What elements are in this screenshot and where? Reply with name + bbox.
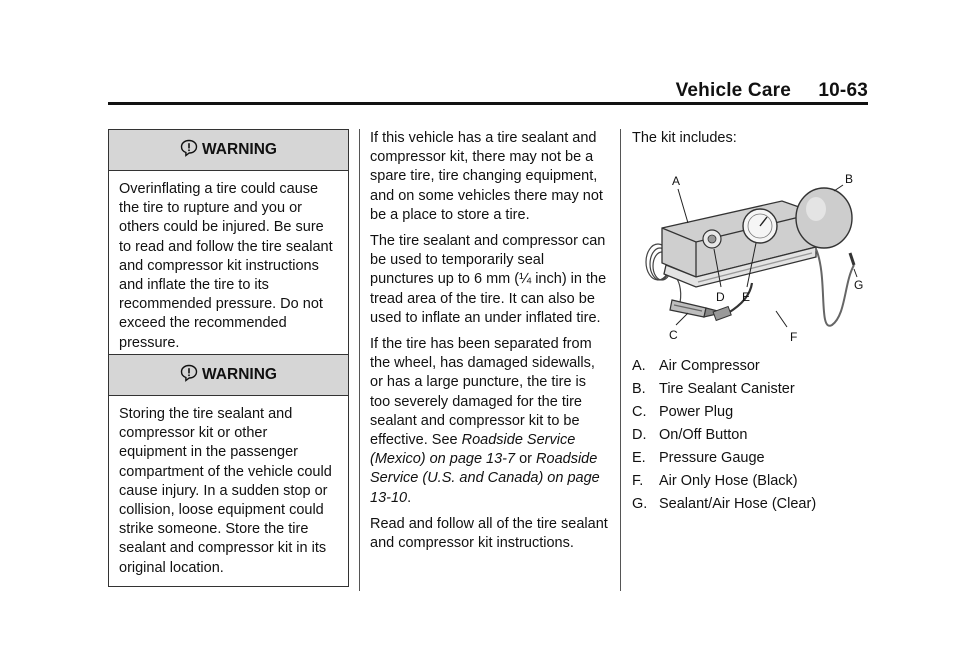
list-item: E. Pressure Gauge bbox=[632, 450, 765, 466]
header-rule bbox=[108, 102, 868, 105]
list-item: B. Tire Sealant Canister bbox=[632, 381, 795, 397]
compressor-kit-illustration bbox=[632, 165, 872, 345]
sealant-canister bbox=[796, 188, 852, 248]
warning-box-storage bbox=[108, 354, 349, 587]
power-plug bbox=[670, 300, 718, 317]
kit-intro: The kit includes: bbox=[632, 130, 737, 146]
figure-label-b: B bbox=[845, 172, 854, 186]
cross-reference-link[interactable]: Roadside Service (U.S. and Canada) on page 13-10 bbox=[370, 451, 600, 506]
cross-reference-link[interactable]: Roadside Service (Mexico) on page 13-7 bbox=[370, 432, 576, 468]
list-item: F. Air Only Hose (Black) bbox=[632, 473, 798, 489]
sealant-air-hose bbox=[816, 249, 854, 326]
warning-header bbox=[109, 355, 348, 396]
figure-label-e: E bbox=[742, 290, 751, 304]
figure-label-g: G bbox=[854, 278, 864, 292]
list-item: C. Power Plug bbox=[632, 404, 734, 420]
warning-title: WARNING bbox=[202, 366, 277, 383]
figure-label-a: A bbox=[672, 174, 681, 188]
warning-text: Storing the tire sealant and compressor kit or other equipment in the passenger compartment of the vehicle could cause injury. In a sudden stop or collision, loose equipment could strike someone. Store the tire sealant and compressor kit in its original location. bbox=[119, 406, 332, 576]
page-number: 10-63 bbox=[818, 80, 868, 101]
paragraph-kit-availability: If this vehicle has a tire sealant and compressor kit, there may not be a spare tire, tire changing equipment, and on some vehicles there may not be a place to store a tire. bbox=[370, 130, 603, 223]
figure-label-d: D bbox=[716, 290, 725, 304]
kit-components-list bbox=[632, 357, 868, 518]
middle-column bbox=[370, 129, 608, 560]
warning-title: WARNING bbox=[202, 141, 277, 158]
column-divider bbox=[620, 129, 621, 591]
page-header bbox=[676, 80, 868, 102]
figure-label-c: C bbox=[669, 328, 678, 342]
figure-label-f: F bbox=[790, 330, 798, 344]
list-item: D. On/Off Button bbox=[632, 427, 748, 443]
list-item: A. Air Compressor bbox=[632, 358, 760, 374]
right-column bbox=[632, 129, 868, 148]
warning-speech-icon bbox=[180, 139, 198, 162]
paragraph-damage: If the tire has been separated from the wheel, has damaged sidewalls, or has a large puncture, the tire is too severely damaged for the tire sealant and compressor kit to be effective. See Roadside Service (Mexico) on page 13-7 or Roadside Service (U.S. and Canada) on page 13-10. bbox=[370, 336, 600, 506]
warning-box-overinflation bbox=[108, 129, 349, 362]
warning-header bbox=[109, 130, 348, 171]
column-divider bbox=[359, 129, 360, 591]
list-item: G. Sealant/Air Hose (Clear) bbox=[632, 496, 817, 512]
paragraph-usage: The tire sealant and compressor can be used to temporarily seal punctures up to 6 mm (¼ inch) in the tread area of the tire. It can also be used to inflate an under inflated tire. bbox=[370, 233, 607, 326]
paragraph-instructions: Read and follow all of the tire sealant and compressor kit instructions. bbox=[370, 515, 608, 552]
section-title: Vehicle Care bbox=[675, 80, 791, 101]
warning-speech-icon bbox=[180, 364, 198, 387]
warning-text: Overinflating a tire could cause the tire to rupture and you or others could be injured. Be sure to read and follow the tire sealant and compressor kit instructions and inflate the tire to its recommended pressure. Do not exceed the recommended pressure. bbox=[119, 181, 333, 351]
